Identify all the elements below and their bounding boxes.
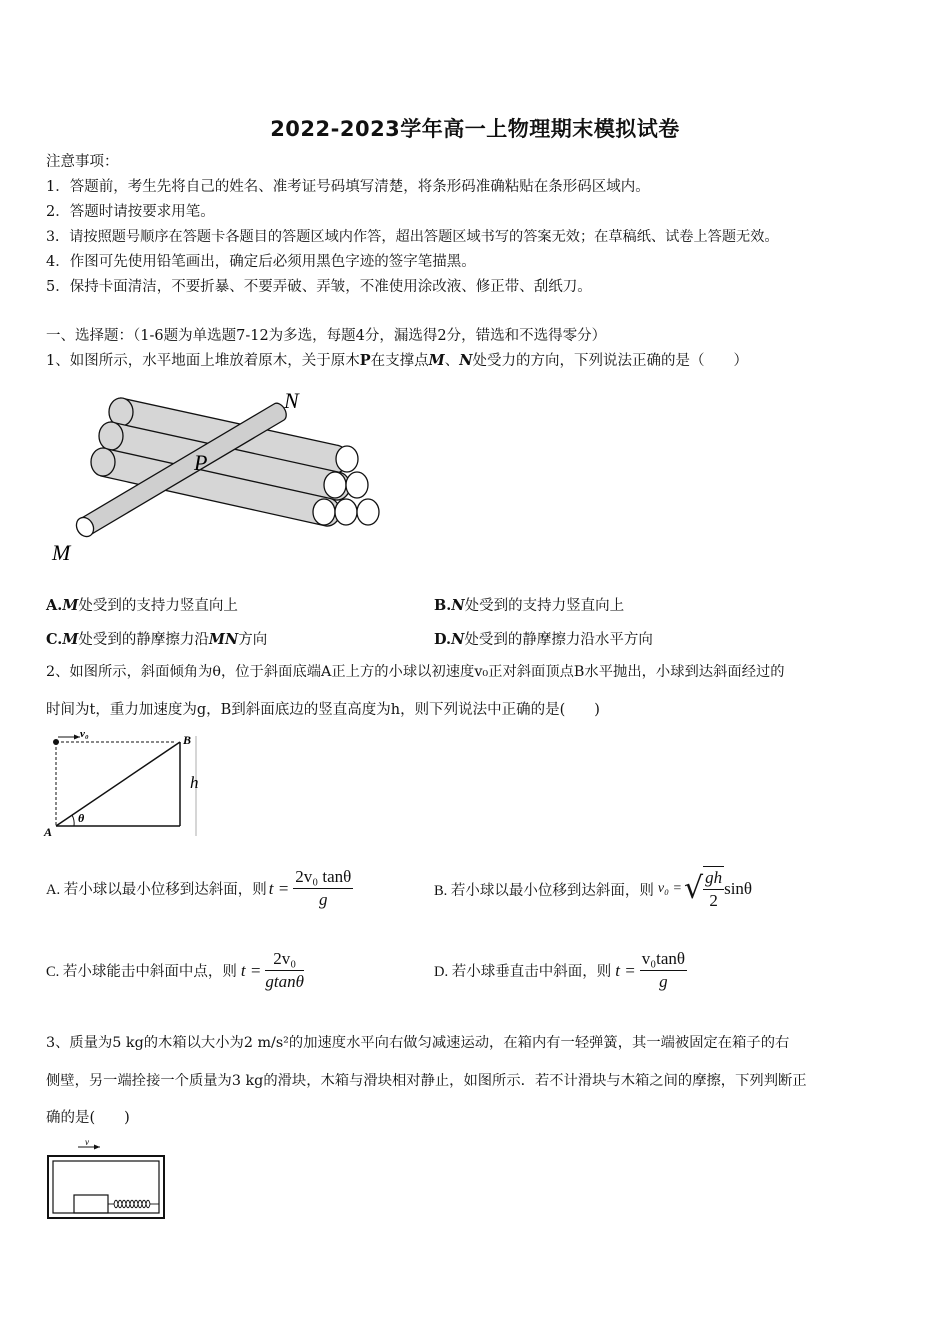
question-2-line-2: 时间为t，重力加速度为g，B到斜面底边的竖直高度为h，则下列说法中正确的是( ) — [46, 702, 600, 718]
formula-denominator: g — [659, 972, 668, 991]
formula-lhs: t = — [268, 878, 290, 898]
option-text: 处受到的静摩擦力沿水平方向 — [464, 632, 653, 648]
label-m: M — [52, 540, 71, 565]
label-v0: v₀ — [80, 728, 89, 740]
q1-option-c[interactable] — [46, 628, 267, 649]
formula-lhs: t = — [240, 960, 262, 980]
q1-sep: 、 — [444, 353, 460, 369]
option-text: A. 若小球以最小位移到达斜面，则 — [46, 882, 267, 898]
formula-lhs: t = — [615, 960, 636, 980]
formula-numerator: 2v₀ — [265, 948, 304, 971]
incline-figure — [40, 728, 210, 843]
notice-heading: 注意事项： — [46, 154, 119, 170]
option-text: D. 若小球垂直击中斜面，则 — [434, 964, 612, 980]
option-text: C. 若小球能击中斜面中点，则 — [46, 964, 237, 980]
page-title: 2022-2023学年高一上物理期末模拟试卷 — [270, 117, 680, 141]
section-heading: 一、选择题：（1-6题为单选题7-12为多选，每题4分，漏选得2分，错选和不选得零分） — [46, 328, 607, 344]
label-p: P — [194, 450, 208, 475]
notice-item: 5．保持卡面清洁，不要折暴、不要弄破、弄皱，不准使用涂改液、修正带、刮纸刀。 — [46, 279, 592, 295]
question-1-stem — [46, 351, 748, 371]
box-spring-figure — [44, 1136, 170, 1222]
question-2-line-1: 2、如图所示，斜面倾角为θ，位于斜面底端A正上方的小球以初速度v₀正对斜面顶点B水平抛出，小球到达斜面经过的 — [46, 664, 785, 680]
notice-item: 1．答题前，考生先将自己的姓名、准考证号码填写清楚，将条形码准确粘贴在条形码区域内。 — [46, 179, 650, 195]
log-pile-figure — [46, 380, 386, 565]
label-v: v — [85, 1137, 89, 1147]
q2-option-b[interactable] — [434, 866, 752, 912]
option-letter: B. — [434, 597, 452, 614]
q2-option-c[interactable] — [46, 948, 304, 993]
q1-var-m: M — [428, 352, 445, 369]
q1-var-n: N — [459, 352, 473, 369]
formula-fraction — [293, 866, 353, 911]
option-letter: A. — [46, 597, 63, 614]
notice-item: 4．作图可先使用铅笔画出，确定后必须用黑色字迹的签字笔描黑。 — [46, 254, 476, 270]
option-text: 方向 — [238, 632, 268, 648]
q1-text: 在支撑点 — [370, 353, 429, 369]
q2-option-a[interactable] — [46, 866, 353, 911]
option-letter: C. — [46, 631, 63, 648]
q1-text: 1、如图所示，水平地面上堆放着原木，关于原木 — [46, 353, 360, 369]
formula-fraction — [265, 948, 304, 993]
label-h: h — [190, 773, 199, 792]
formula-numerator: v₀tanθ — [640, 948, 687, 971]
label-n: N — [284, 388, 299, 413]
q1-option-b[interactable] — [434, 594, 624, 615]
question-3-line-2: 侧壁，另一端拴接一个质量为3 kg的滑块，木箱与滑块相对静止，如图所示．若不计滑块与木箱之间的摩擦，下列判断正 — [46, 1073, 807, 1089]
option-var: M — [62, 597, 79, 614]
formula-denominator: 2 — [709, 891, 718, 910]
formula-numerator: gh — [703, 867, 724, 890]
option-text: 处受到的支持力竖直向上 — [464, 598, 625, 614]
formula-fraction — [703, 866, 724, 912]
label-theta: θ — [78, 811, 85, 825]
notice-item: 3．请按照题号顺序在答题卡各题目的答题区域内作答，超出答题区域书写的答案无效；在草稿纸、试卷上答题无效。 — [46, 229, 779, 245]
sqrt-icon: √ — [683, 871, 704, 906]
formula-lhs: v₀ = — [657, 881, 682, 896]
option-var: N — [451, 597, 465, 614]
q1-option-d[interactable] — [434, 628, 653, 649]
formula-numerator: 2v₀ tanθ — [293, 866, 353, 889]
q2-option-d[interactable] — [434, 948, 687, 993]
notice-item: 2．答题时请按要求用笔。 — [46, 204, 215, 220]
option-var: N — [451, 631, 465, 648]
option-text: B. 若小球以最小位移到达斜面，则 — [434, 882, 654, 899]
formula-denominator: g — [318, 890, 328, 909]
formula-tail: sinθ — [724, 879, 753, 898]
question-3-line-1: 3、质量为5 kg的木箱以大小为2 m/s²的加速度水平向右做匀减速运动，在箱内有一轻弹簧，其一端被固定在箱子的右 — [46, 1035, 790, 1051]
option-letter: D. — [434, 631, 452, 648]
option-var: M — [62, 631, 79, 648]
formula-denominator: gtanθ — [265, 972, 304, 991]
option-var: MN — [208, 631, 239, 648]
option-text: 处受到的静摩擦力沿 — [78, 632, 209, 648]
option-text: 处受到的支持力竖直向上 — [78, 598, 238, 614]
q1-option-a[interactable] — [46, 594, 238, 615]
q1-text: 处受力的方向，下列说法正确的是（ ） — [472, 353, 748, 369]
question-3-line-3: 确的是( ) — [46, 1110, 130, 1126]
formula-fraction — [640, 948, 687, 993]
label-b: B — [183, 733, 192, 747]
q1-var-p: P — [359, 352, 371, 369]
label-a: A — [44, 825, 53, 839]
